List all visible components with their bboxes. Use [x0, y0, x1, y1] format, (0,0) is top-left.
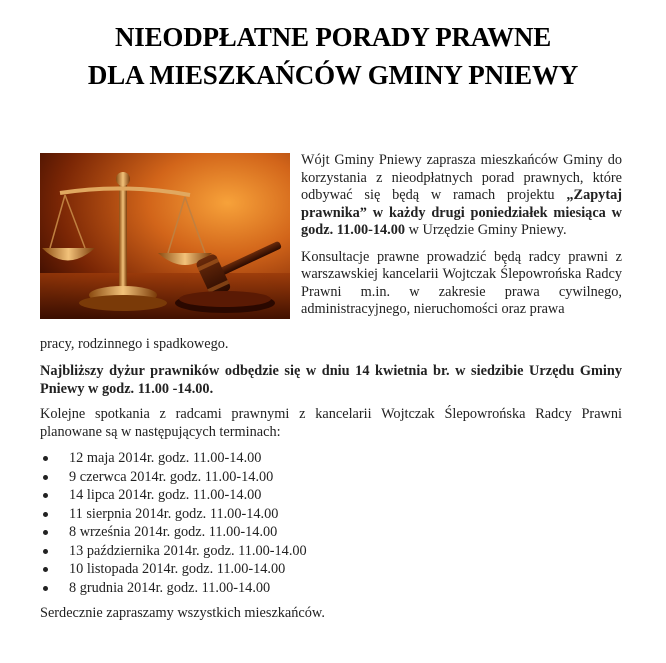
list-item: [40, 523, 620, 542]
list-item: [40, 542, 620, 561]
list-item: [40, 449, 620, 468]
date-text: 11 sierpnia 2014r. godz. 11.00-14.00: [69, 505, 279, 522]
list-item: [40, 579, 620, 598]
intro-paragraph-2-continued: pracy, rodzinnego i spadkowego.: [40, 336, 229, 352]
bullet-icon: [43, 456, 48, 461]
bullet-icon: [43, 475, 48, 480]
bullet-icon: [43, 586, 48, 591]
meetings-intro: Kolejne spotkania z radcami prawnymi z kancelarii Wojtczak Ślepowrońska Radcy Prawni planowane są w następujących terminach:: [40, 406, 622, 440]
intro-p1-start: Wójt Gminy Pniewy zaprasza mieszkańców Gminy do korzystania z nieodpłatnych porad prawnych, które odbywać się będą w ramach projektu: [301, 152, 622, 203]
title-line-1: NIEODPŁATNE PORADY PRAWNE: [114, 22, 552, 52]
date-text: 8 września 2014r. godz. 11.00-14.00: [69, 524, 278, 540]
date-text: 8 grudnia 2014r. godz. 11.00-14.00: [69, 579, 271, 596]
list-item: [40, 505, 620, 524]
date-text: 14 lipca 2014r. godz. 11.00-14.00: [69, 487, 262, 503]
date-text: 12 maja 2014r. godz. 11.00-14.00: [69, 450, 262, 466]
page-title: [0, 18, 666, 94]
bullet-icon: [43, 493, 48, 498]
intro-p1-end: w Urzędzie Gminy Pniewy.: [405, 222, 567, 238]
intro-paragraph-2: Konsultacje prawne prowadzić będą radcy prawni z warszawskiej kancelarii Wojtczak Ślepowrońska Radcy Prawni m.in. w zakresie prawa cywilnego, administracyjnego, nieruchomości oraz prawa: [301, 248, 622, 317]
bullet-icon: [43, 512, 48, 517]
closing-line: Serdecznie zapraszamy wszystkich mieszkańców.: [40, 605, 325, 621]
list-item: [40, 468, 620, 487]
list-item: [40, 486, 620, 505]
date-text: 9 czerwca 2014r. godz. 11.00-14.00: [69, 468, 274, 485]
bullet-icon: [43, 549, 48, 554]
date-text: 13 października 2014r. godz. 11.00-14.00: [69, 542, 307, 559]
bullet-icon: [43, 530, 48, 535]
intro-text: [301, 152, 622, 328]
date-text: 10 listopada 2014r. godz. 11.00-14.00: [69, 561, 286, 577]
bullet-icon: [43, 567, 48, 572]
list-item: [40, 560, 620, 579]
next-duty-notice: Najbliższy dyżur prawników odbędzie się w dniu 14 kwietnia br. w siedzibie Urzędu Gminy Pniewy w godz. 11.00 -14.00.: [40, 363, 622, 397]
intro-paragraph-1: [301, 152, 622, 240]
meeting-dates-list: [40, 449, 620, 597]
title-line-2: DLA MIESZKAŃCÓW GMINY PNIEWY: [87, 60, 579, 90]
intro-p1-bold: „Zapytaj prawnika” w każdy drugi poniedziałek miesiąca w godz. 11.00-14.00: [301, 187, 622, 238]
scales-and-gavel-photo: [40, 153, 290, 319]
